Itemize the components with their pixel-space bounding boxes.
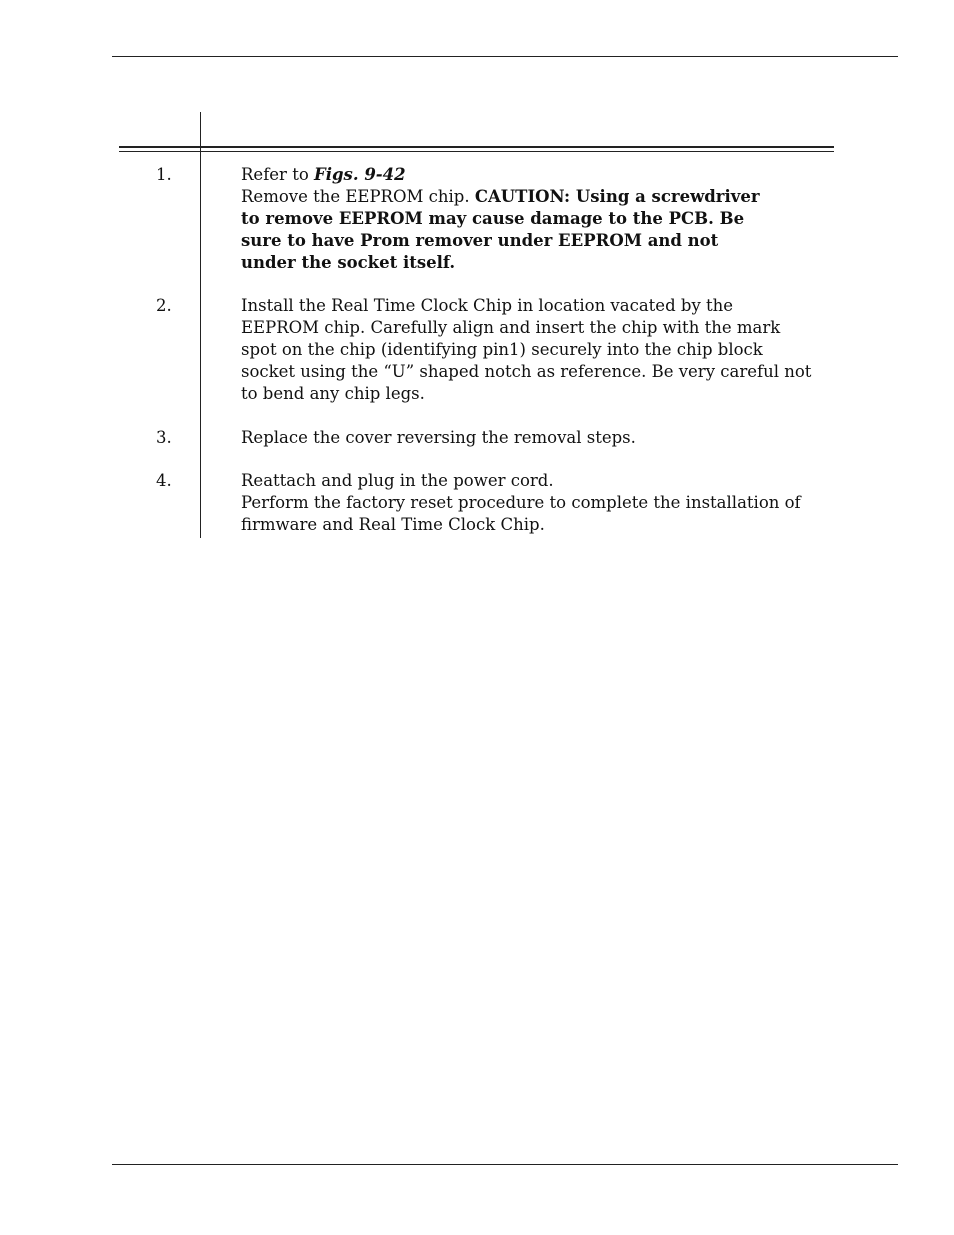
step-2-line-4: socket using the “U” shaped notch as reference. Be very careful not: [241, 362, 812, 381]
step-number-2: 2.: [156, 296, 172, 315]
step-1-line-2: [241, 186, 801, 208]
footer-rule: [112, 1164, 898, 1165]
step-number-4: 4.: [156, 471, 172, 490]
step-1-refer-text: Refer to: [241, 165, 315, 184]
step-4-line-2: Perform the factory reset procedure to complete the installation of: [241, 493, 801, 512]
step-4-line-1: Reattach and plug in the power cord.: [241, 471, 554, 490]
caution-text: CAUTION: Using a screwdriver: [474, 187, 760, 206]
step-text-1: [241, 164, 801, 274]
step-2-line-5: to bend any chip legs.: [241, 384, 425, 403]
caution-line-4: under the socket itself.: [241, 253, 456, 272]
step-number-3: 3.: [156, 428, 172, 447]
caution-line-2: to remove EEPROM may cause damage to the PCB. Be: [241, 209, 745, 228]
step-2-line-1: Install the Real Time Clock Chip in location vacated by the: [241, 296, 734, 315]
column-divider: [200, 112, 201, 538]
step-2-line-2: EEPROM chip. Carefully align and insert the chip with the mark: [241, 318, 781, 337]
step-1-remove-text: Remove the EEPROM chip.: [241, 187, 475, 206]
header-rule-top: [112, 56, 898, 57]
caution-line-3: sure to have Prom remover under EEPROM and not: [241, 231, 719, 250]
step-text-2: [241, 295, 812, 405]
figure-reference: Figs. 9-42: [314, 165, 406, 184]
table-header-rule: [119, 146, 834, 152]
step-2-line-3: spot on the chip (identifying pin1) securely into the chip block: [241, 340, 763, 359]
step-number-1: 1.: [156, 165, 172, 184]
step-text-3: [241, 427, 801, 449]
step-text-4: [241, 470, 801, 536]
step-4-line-3: firmware and Real Time Clock Chip.: [241, 515, 545, 534]
step-3-line-1: Replace the cover reversing the removal steps.: [241, 428, 636, 447]
step-1-line-1: [241, 164, 801, 186]
